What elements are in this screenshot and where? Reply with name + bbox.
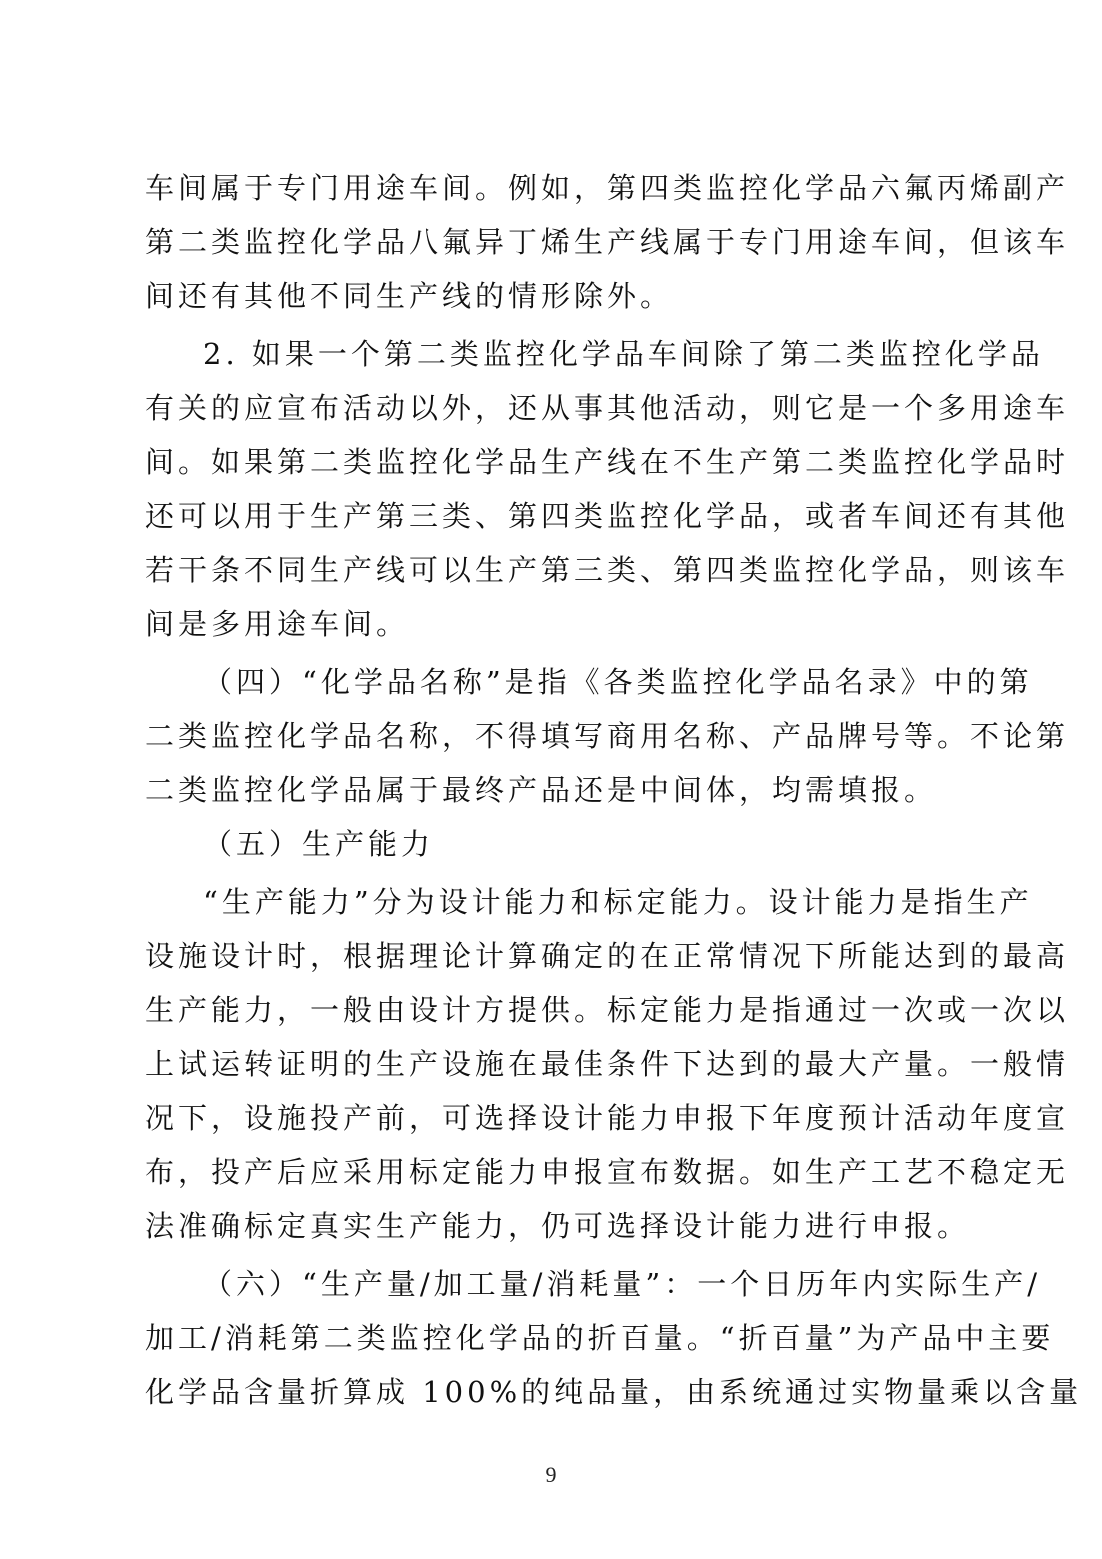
text-line: 上试运转证明的生产设施在最佳条件下达到的最大产量。一般情 xyxy=(145,1047,1070,1081)
text-line: 有关的应宣布活动以外，还从事其他活动，则它是一个多用途车 xyxy=(145,391,1070,425)
text-line: “生产能力”分为设计能力和标定能力。设计能力是指生产 xyxy=(203,885,1033,919)
text-line: 二类监控化学品名称，不得填写商用名称、产品牌号等。不论第 xyxy=(145,719,1070,753)
text-line: 2. 如果一个第二类监控化学品车间除了第二类监控化学品 xyxy=(203,337,1044,371)
text-line: （四）“化学品名称”是指《各类监控化学品名录》中的第 xyxy=(203,665,1033,699)
text-line: 还可以用于生产第三类、第四类监控化学品，或者车间还有其他 xyxy=(145,499,1070,533)
text-line: 生产能力，一般由设计方提供。标定能力是指通过一次或一次以 xyxy=(145,993,1070,1027)
text-line: 第二类监控化学品八氟异丁烯生产线属于专门用途车间，但该车 xyxy=(145,225,1070,259)
section-heading: （五）生产能力 xyxy=(203,827,435,861)
page-number: 9 xyxy=(545,1462,557,1487)
text-line: 加工/消耗第二类监控化学品的折百量。“折百量”为产品中主要 xyxy=(145,1321,1055,1355)
text-line: 布，投产后应采用标定能力申报宣布数据。如生产工艺不稳定无 xyxy=(145,1155,1070,1189)
text-line: 间是多用途车间。 xyxy=(145,607,410,641)
text-line: （六）“生产量/加工量/消耗量”：一个日历年内实际生产/ xyxy=(203,1267,1041,1301)
text-line: 设施设计时，根据理论计算确定的在正常情况下所能达到的最高 xyxy=(145,939,1070,973)
text-line: 况下，设施投产前，可选择设计能力申报下年度预计活动年度宣 xyxy=(145,1101,1070,1135)
text-line: 间。如果第二类监控化学品生产线在不生产第二类监控化学品时 xyxy=(145,445,1070,479)
text-line: 二类监控化学品属于最终产品还是中间体，均需填报。 xyxy=(145,773,938,807)
text-line: 法准确标定真实生产能力，仍可选择设计能力进行申报。 xyxy=(145,1209,971,1243)
text-line: 若干条不同生产线可以生产第三类、第四类监控化学品，则该车 xyxy=(145,553,1070,587)
text-line: 间还有其他不同生产线的情形除外。 xyxy=(145,279,674,313)
text-line: 化学品含量折算成 100%的纯品量，由系统通过实物量乘以含量 xyxy=(145,1375,1083,1409)
text-line: 车间属于专门用途车间。例如，第四类监控化学品六氟丙烯副产 xyxy=(145,171,1070,205)
